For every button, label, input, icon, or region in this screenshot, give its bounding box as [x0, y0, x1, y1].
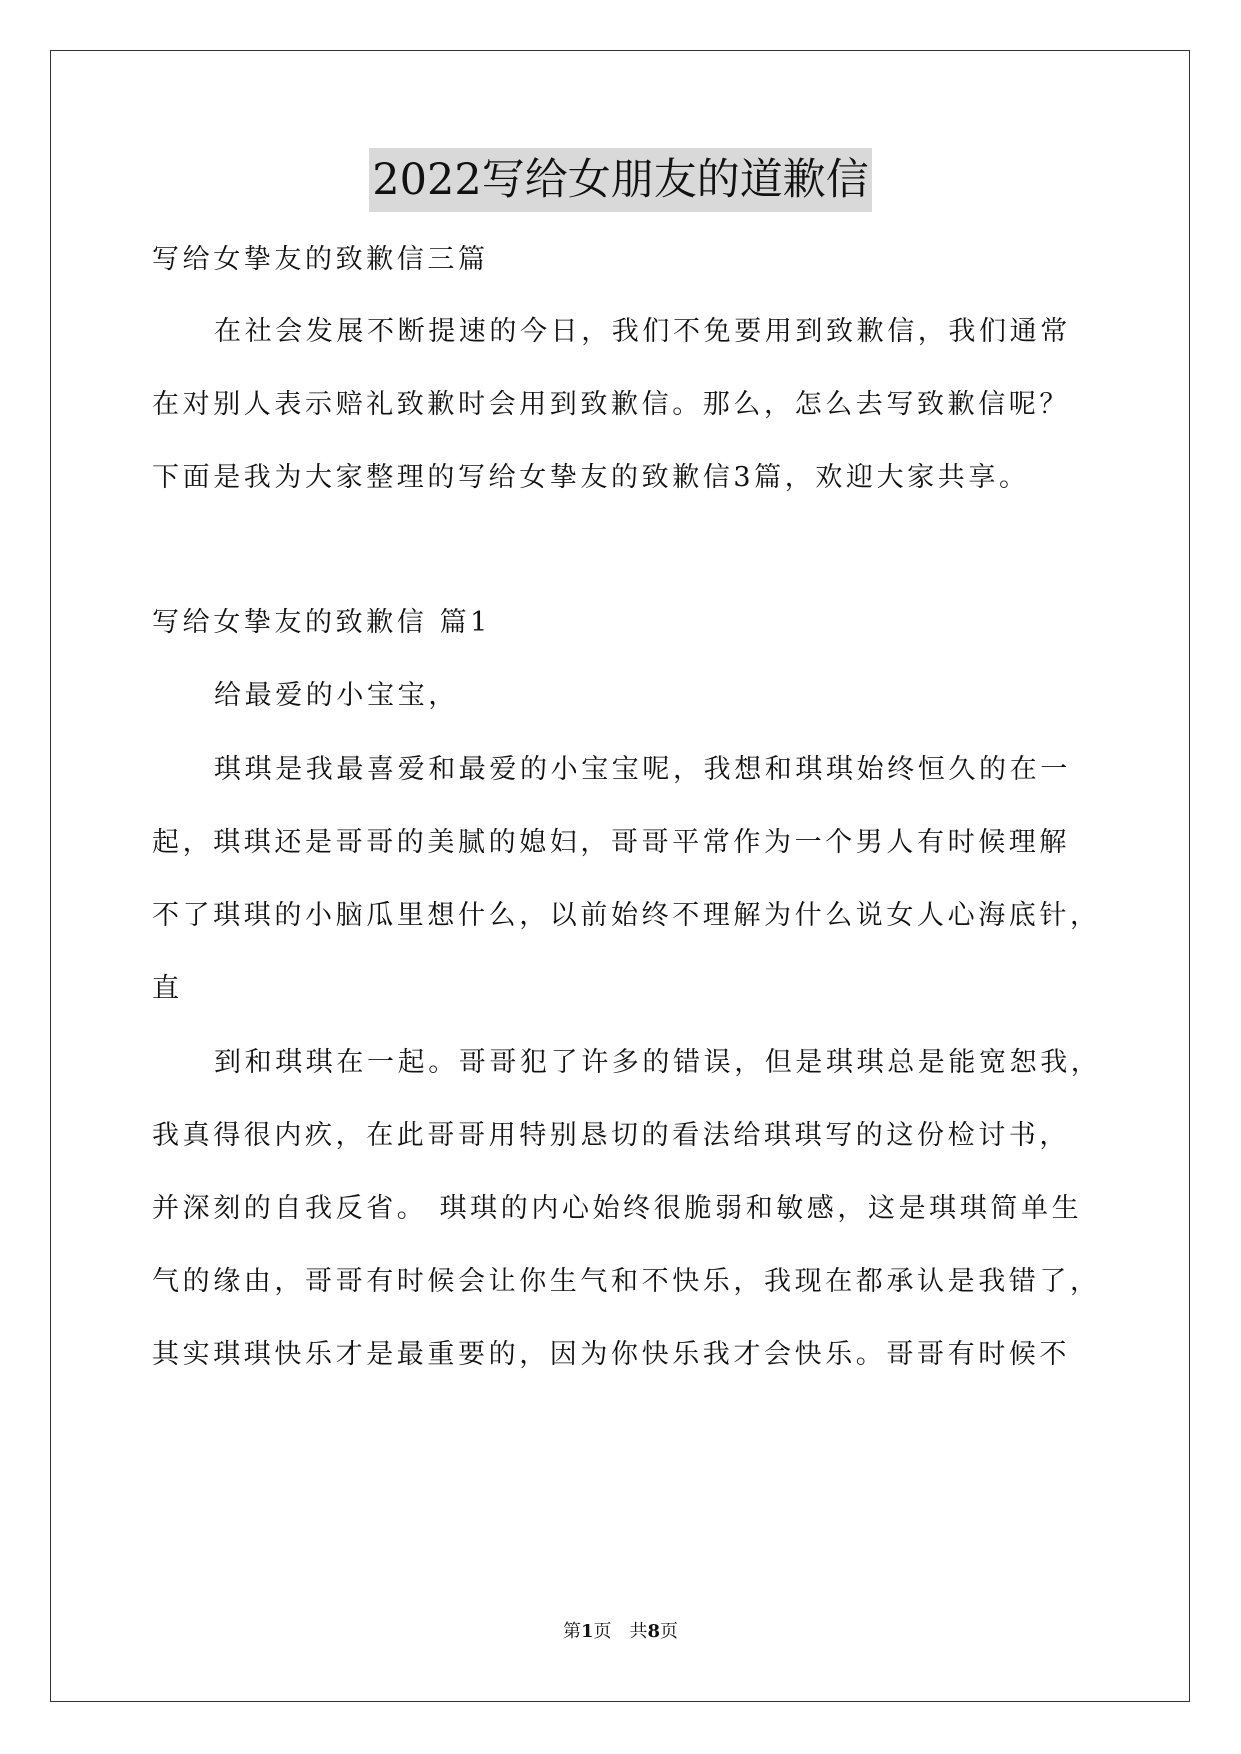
footer-page-total: 8: [647, 1621, 661, 1642]
intro-line-1: 在社会发展不断提速的今日，我们不免要用到致歉信，我们通常: [214, 316, 1071, 347]
footer-page-mid: 页 共: [593, 1621, 648, 1642]
document-title: 2022写给女朋友的道歉信: [369, 148, 871, 212]
intro-line-3: 下面是我为大家整理的写给女挚友的致歉信3篇，欢迎大家共享。: [152, 462, 1030, 493]
paragraph-1-line-3: 不了琪琪的小脑瓜里想什么，以前始终不理解为什么说女人心海底针，: [152, 900, 1101, 931]
section-heading: 写给女挚友的致歉信 篇1: [152, 607, 491, 638]
paragraph-2-line-2: 我真得很内疚，在此哥哥用特别恳切的看法给琪琪写的这份检讨书，: [152, 1120, 1070, 1151]
paragraph-2-line-4: 气的缘由，哥哥有时候会让你生气和不快乐，我现在都承认是我错了，: [152, 1266, 1101, 1297]
paragraph-2-line-3: 并深刻的自我反省。 琪琪的内心始终很脆弱和敏感，这是琪琪简单生: [152, 1193, 1083, 1224]
footer-page-prefix: 第: [562, 1621, 581, 1642]
paragraph-2-line-1: 到和琪琪在一起。哥哥犯了许多的错误，但是琪琪总是能宽恕我，: [214, 1047, 1102, 1078]
paragraph-2-line-5: 其实琪琪快乐才是最重要的，因为你快乐我才会快乐。哥哥有时候不: [152, 1339, 1070, 1370]
paragraph-1-line-4: 直: [152, 973, 183, 1004]
paragraph-1-line-1: 琪琪是我最喜爱和最爱的小宝宝呢，我想和琪琪始终恒久的在一: [214, 754, 1071, 785]
page-footer: [0, 1618, 1241, 1646]
footer-page-suffix: 页: [660, 1621, 679, 1642]
greeting: 给最爱的小宝宝，: [214, 680, 459, 711]
paragraph-1-line-2: 起，琪琪还是哥哥的美腻的媳妇，哥哥平常作为一个男人有时候理解: [152, 827, 1070, 858]
page-border: [50, 50, 1190, 1702]
title-container: [0, 148, 1241, 212]
subtitle: 写给女挚友的致歉信三篇: [152, 244, 489, 275]
intro-line-2: 在对别人表示赔礼致歉时会用到致歉信。那么，怎么去写致歉信呢？: [152, 389, 1070, 420]
footer-page-number: 1: [580, 1621, 594, 1642]
